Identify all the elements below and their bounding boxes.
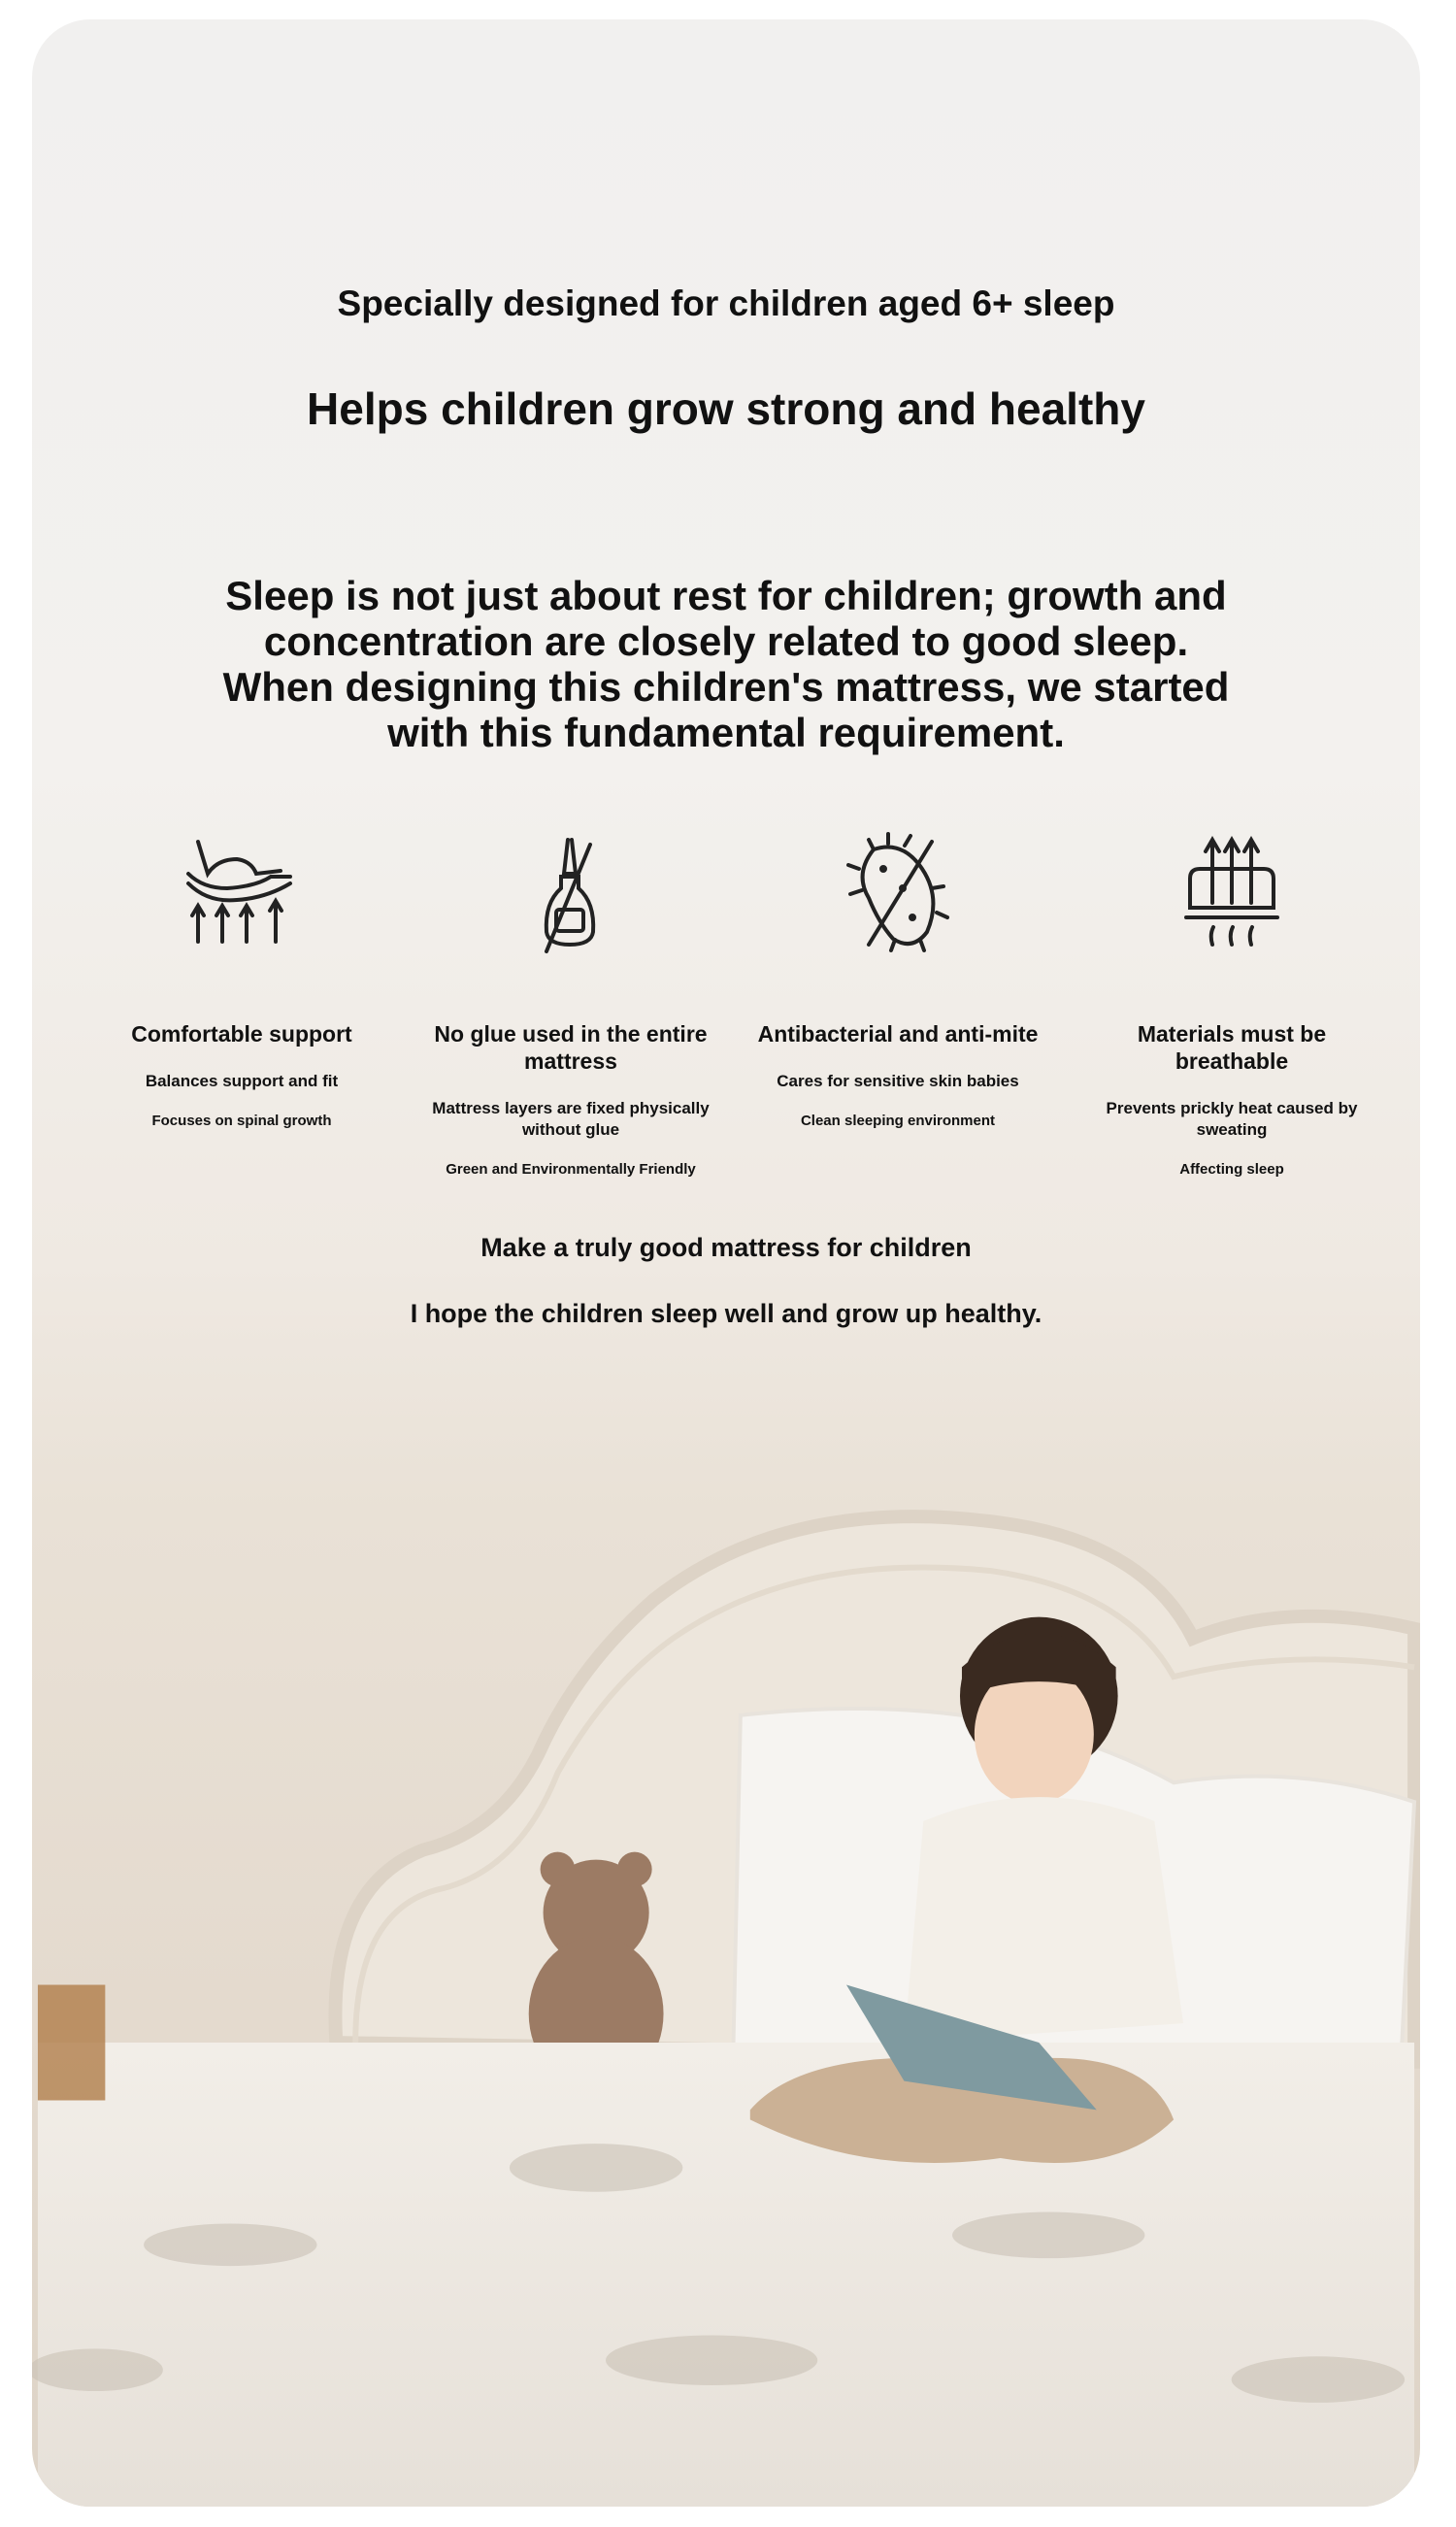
- feature-anti-mite: [747, 830, 1048, 1131]
- page-title: Helps children grow strong and healthy: [307, 383, 1145, 434]
- product-photo: [32, 1349, 1420, 2507]
- breathable-icon: [1169, 830, 1295, 956]
- support-hand-icon: [179, 830, 305, 956]
- feature-title: No glue used in the entire mattress: [434, 1021, 708, 1074]
- feature-line-2: Focuses on spinal growth: [151, 1113, 332, 1129]
- feature-breathable: [1081, 830, 1382, 1180]
- feature-line-1: Balances support and fit: [145, 1072, 339, 1090]
- intro-paragraph: Sleep is not just about rest for children; growth and concentration are closely related to good sleep. When designing this children's mattress, we started with this fundamental requirement.: [222, 573, 1230, 755]
- feature-line-2: Affecting sleep: [1179, 1161, 1284, 1178]
- feature-line-1: Cares for sensitive skin babies: [777, 1072, 1019, 1090]
- wicker-basket: [38, 1985, 105, 2101]
- subtitle: Specially designed for children aged 6+ sleep: [337, 283, 1115, 323]
- feature-line-2: Clean sleeping environment: [800, 1113, 996, 1129]
- no-glue-icon: [508, 830, 634, 956]
- feature-no-glue: [420, 830, 721, 1180]
- closing-line-2: I hope the children sleep well and grow up healthy.: [410, 1299, 1042, 1328]
- feature-comfortable-support: [91, 830, 392, 1131]
- closing-line-1: Make a truly good mattress for children: [480, 1233, 972, 1262]
- product-card: [32, 19, 1420, 2507]
- anti-mite-icon: [835, 830, 961, 956]
- feature-title: Materials must be breathable: [1137, 1021, 1327, 1074]
- feature-title: Comfortable support: [131, 1021, 352, 1047]
- mattress: [38, 2043, 1414, 2507]
- feature-line-1: Mattress layers are fixed physically without glue: [432, 1099, 710, 1139]
- feature-line-1: Prevents prickly heat caused by sweating: [1106, 1099, 1358, 1139]
- feature-line-2: Green and Environmentally Friendly: [446, 1161, 696, 1178]
- feature-title: Antibacterial and anti-mite: [757, 1021, 1039, 1047]
